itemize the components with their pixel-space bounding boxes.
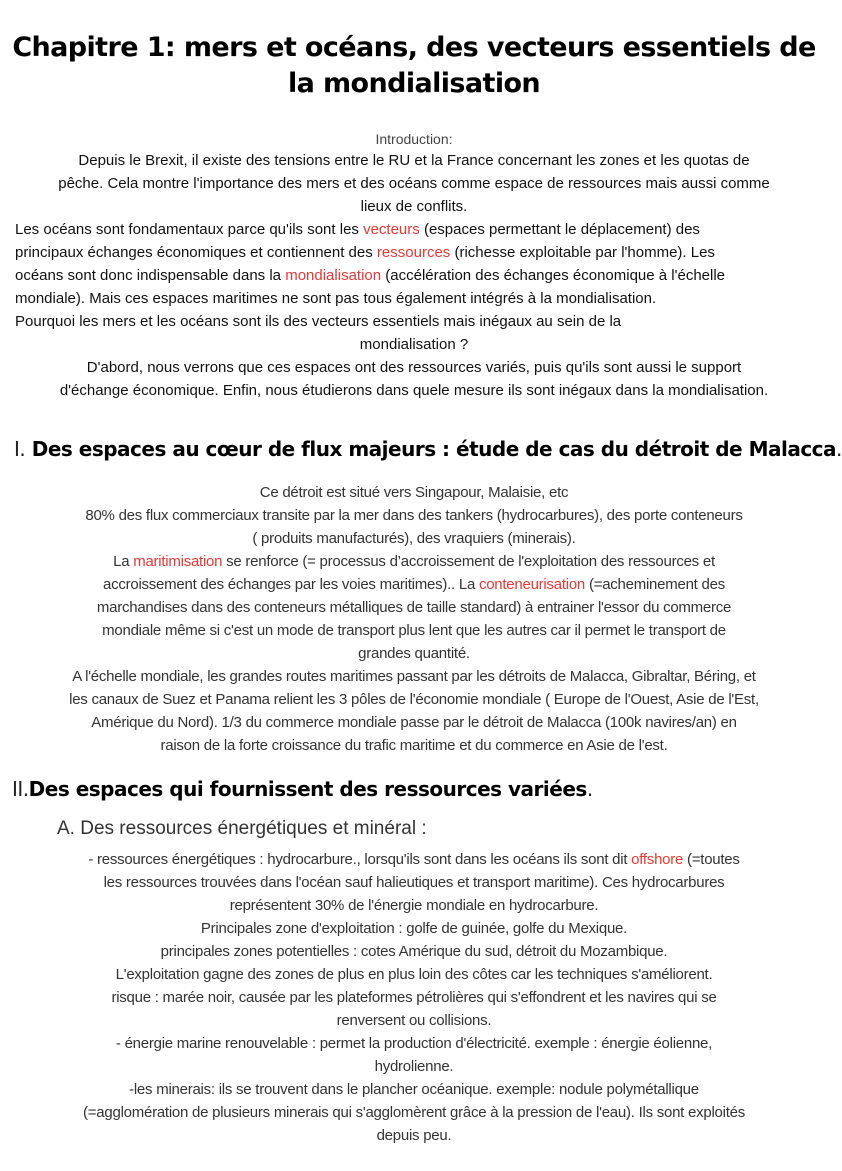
section-end: .: [586, 777, 593, 801]
text-line: [0, 356, 828, 379]
text-line: [0, 195, 828, 218]
text-line: [0, 917, 828, 940]
text-segment: hydrolienne.: [374, 1058, 454, 1075]
text-segment: D'abord, nous verrons que ces espaces ont des ressources variés, puis qu'ils sont aussi le support: [86, 359, 742, 376]
text-segment: principaux échanges économiques et contiennent des: [15, 244, 377, 261]
text-segment: les ressources trouvées dans l'océan sauf halieutiques et transport maritime). Ces hydrocarbures: [103, 874, 725, 891]
text-segment: d'échange économique. Enfin, nous étudierons dans quele mesure ils sont inégaux dans la mondialisation.: [59, 382, 769, 399]
text-line: [0, 264, 828, 287]
section-end: .: [836, 437, 842, 461]
text-line: [0, 481, 828, 504]
text-line: [0, 596, 828, 619]
text-segment: La: [113, 553, 134, 570]
intro-label: Introduction:: [375, 131, 453, 147]
text-line: [0, 310, 828, 333]
subsection-a-heading: A. Des ressources énergétiques et minéral :: [57, 818, 427, 839]
text-line: [0, 940, 828, 963]
text-segment: marchandises dans des conteneurs métalliques de taille standard) à entrainer l'essor du commerce: [96, 599, 732, 616]
text-line: [0, 1101, 828, 1124]
text-segment: Ce détroit est situé vers Singapour, Malaisie, etc: [259, 484, 569, 501]
text-segment: se renforce (= processus d’accroissement de l'exploitation des ressources et: [222, 553, 715, 570]
text-segment: - énergie marine renouvelable : permet la production d'électricité. exemple : énergie éolienne,: [115, 1035, 713, 1052]
text-line: [0, 642, 828, 665]
text-line: [0, 241, 828, 264]
text-segment: lieux de conflits.: [360, 198, 468, 215]
text-segment: -les minerais: ils se trouvent dans le plancher océanique. exemple: nodule polymétallique: [129, 1081, 699, 1098]
text-line: [0, 1032, 828, 1055]
text-segment: (=toutes: [683, 851, 740, 868]
text-line: [0, 1055, 828, 1078]
page-title: [0, 30, 828, 102]
text-segment: (richesse exploitable par l'homme). Les: [450, 244, 715, 261]
text-segment: principales zones potentielles : cotes Amérique du sud, détroit du Mozambique.: [160, 943, 668, 960]
text-line: [0, 1078, 828, 1101]
text-segment: Les océans sont fondamentaux parce qu'ils sont les: [15, 221, 364, 238]
text-line: [0, 871, 828, 894]
text-segment: mondiale). Mais ces espaces maritimes ne sont pas tous également intégrés à la mondialisation.: [15, 290, 657, 307]
text-line: [0, 573, 828, 596]
key-term: conteneurisation: [478, 576, 586, 593]
text-segment: mondiale même si c'est un mode de transport plus lent que les autres car il permet le transport de: [102, 622, 726, 639]
text-segment: Pourquoi les mers et les océans sont ils des vecteurs essentiels mais inégaux au sein de la: [15, 313, 622, 330]
section-2-heading: [12, 777, 593, 801]
text-segment: raison de la forte croissance du trafic maritime et du commerce en Asie de l'est.: [160, 737, 668, 754]
section-number: I.: [14, 437, 26, 461]
text-line: [0, 550, 828, 573]
section-number: II.: [12, 777, 29, 801]
text-segment: depuis peu.: [376, 1127, 452, 1144]
text-segment: Depuis le Brexit, il existe des tensions entre le RU et la France concernant les zones et les quotas de: [78, 152, 750, 169]
text-segment: renversent ou collisions.: [336, 1012, 492, 1029]
text-line: [0, 894, 828, 917]
key-term: offshore: [631, 851, 684, 868]
text-segment: (accélération des échanges économique à l'échelle: [381, 267, 726, 284]
text-segment: L'exploitation gagne des zones de plus en plus loin des côtes car les techniques s'améliorent.: [115, 966, 713, 983]
text-line: [0, 711, 828, 734]
text-line: [0, 665, 828, 688]
text-line: [0, 688, 828, 711]
section-title: Des espaces au cœur de flux majeurs : étude de cas du détroit de Malacca: [25, 437, 837, 461]
text-segment: océans sont donc indispensable dans la: [15, 267, 286, 284]
title-line: la mondialisation: [287, 68, 541, 99]
text-line: [0, 333, 828, 356]
text-segment: 80% des flux commerciaux transite par la mer dans des tankers (hydrocarbures), des porte conteneurs: [85, 507, 743, 524]
section-1-body: [0, 481, 828, 757]
key-term: vecteurs: [363, 221, 420, 238]
text-segment: Amérique du Nord). 1/3 du commerce mondiale passe par le détroit de Malacca (100k navires/an) en: [91, 714, 737, 731]
text-segment: risque : marée noir, causée par les plateformes pétrolières qui s'effondrent et les navires qui se: [111, 989, 717, 1006]
text-segment: accroissement des échanges par les voies maritimes).. La: [103, 576, 479, 593]
text-line: [0, 1124, 828, 1147]
section-2-body: [0, 848, 828, 1147]
text-segment: grandes quantité.: [358, 645, 470, 662]
text-line: [0, 619, 828, 642]
text-segment: représentent 30% de l'énergie mondiale en hydrocarbure.: [229, 897, 599, 914]
text-line: [0, 504, 828, 527]
text-segment: (espaces permettant le déplacement) des: [419, 221, 700, 238]
title-line: Chapitre 1: mers et océans, des vecteurs essentiels de: [12, 32, 816, 63]
text-segment: les canaux de Suez et Panama relient les 3 pôles de l'économie mondiale ( Europe de l'Ouest, Asie de l'Est,: [69, 691, 759, 708]
text-line: [0, 379, 828, 402]
text-segment: ( produits manufacturés), des vraquiers (minerais).: [252, 530, 576, 547]
section-1-heading: [14, 437, 842, 461]
text-line: [0, 734, 828, 757]
text-segment: A l'échelle mondiale, les grandes routes maritimes passant par les détroits de Malacca, Gibraltar, Béring, et: [72, 668, 756, 685]
text-line: [0, 963, 828, 986]
text-line: [0, 986, 828, 1009]
intro-paragraph: [0, 149, 828, 402]
text-segment: (=acheminement des: [585, 576, 725, 593]
text-segment: - ressources énergétiques : hydrocarbure., lorsqu'ils sont dans les océans ils sont dit: [88, 851, 632, 868]
text-line: [0, 172, 828, 195]
text-segment: (=agglomération de plusieurs minerais qui s'agglomèrent grâce à la pression de l'eau). Ils sont exploités: [83, 1104, 745, 1121]
text-line: [0, 287, 828, 310]
section-title: Des espaces qui fournissent des ressources variées: [28, 777, 587, 801]
text-line: [0, 848, 828, 871]
key-term: maritimisation: [133, 553, 223, 570]
text-line: [0, 527, 828, 550]
key-term: mondialisation: [285, 267, 382, 284]
text-line: [0, 218, 828, 241]
text-segment: Principales zone d'exploitation : golfe de guinée, golfe du Mexique.: [200, 920, 628, 937]
text-line: [0, 149, 828, 172]
text-segment: pêche. Cela montre l'importance des mers et des océans comme espace de ressources mais aussi comme: [58, 175, 770, 192]
text-line: [0, 1009, 828, 1032]
text-segment: mondialisation ?: [359, 336, 469, 353]
key-term: ressources: [376, 244, 451, 261]
